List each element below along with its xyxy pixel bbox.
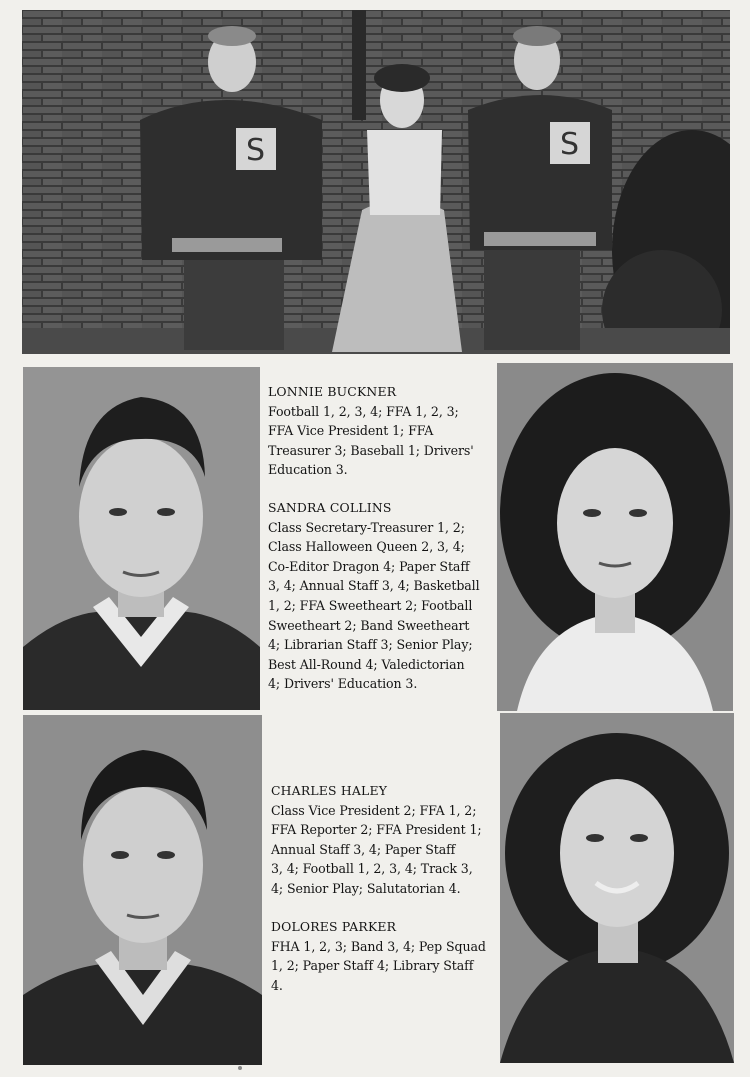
bio-line: 4; Drivers' Education 3. — [268, 676, 418, 692]
bio-line: FHA 1, 2, 3; Band 3, 4; Pep Squad — [271, 938, 486, 954]
bio-line: Football 1, 2, 3, 4; FFA 1, 2, 3; — [268, 403, 459, 419]
bio-line: 3, 4; Annual Staff 3, 4; Basketball — [268, 578, 480, 594]
bio-line: Treasurer 3; Baseball 1; Drivers' — [268, 442, 474, 458]
bio-charles-haley — [271, 781, 482, 899]
bio-line: Class Halloween Queen 2, 3, 4; — [268, 539, 465, 555]
bio-line: Education 3. — [268, 462, 348, 478]
bio-lonnie-buckner — [268, 382, 474, 480]
student-name: SANDRA COLLINS — [268, 500, 392, 515]
svg-text:S: S — [246, 133, 266, 168]
svg-text:S: S — [560, 127, 580, 162]
bio-line: FFA Vice President 1; FFA — [268, 423, 434, 439]
bio-line: 1, 2; Paper Staff 4; Library Staff — [271, 958, 474, 974]
bio-line: 4; Librarian Staff 3; Senior Play; — [268, 637, 473, 653]
bio-line: Class Vice President 2; FFA 1, 2; — [271, 802, 477, 818]
page-mark — [238, 1066, 242, 1070]
portrait-sandra-collins — [497, 363, 733, 711]
bio-line: Co-Editor Dragon 4; Paper Staff — [268, 558, 470, 574]
group-photo — [22, 10, 730, 354]
bio-line: 4. — [271, 977, 283, 993]
bio-line: 4; Senior Play; Salutatorian 4. — [271, 880, 461, 896]
bio-line: Class Secretary-Treasurer 1, 2; — [268, 519, 465, 535]
portrait-charles-haley — [23, 715, 262, 1065]
bio-line: 3, 4; Football 1, 2, 3, 4; Track 3, — [271, 861, 473, 877]
student-name: CHARLES HALEY — [271, 783, 388, 798]
bio-line: Best All-Round 4; Valedictorian — [268, 656, 465, 672]
portrait-dolores-parker — [500, 713, 734, 1063]
bio-line: Annual Staff 3, 4; Paper Staff — [271, 841, 456, 857]
bio-sandra-collins — [268, 498, 480, 694]
bio-line: FFA Reporter 2; FFA President 1; — [271, 822, 482, 838]
bio-dolores-parker — [271, 917, 486, 995]
bio-line: 1, 2; FFA Sweetheart 2; Football — [268, 597, 473, 613]
student-name: DOLORES PARKER — [271, 919, 397, 934]
portrait-lonnie-buckner — [23, 367, 260, 710]
student-name: LONNIE BUCKNER — [268, 384, 397, 399]
bio-line: Sweetheart 2; Band Sweetheart — [268, 617, 470, 633]
